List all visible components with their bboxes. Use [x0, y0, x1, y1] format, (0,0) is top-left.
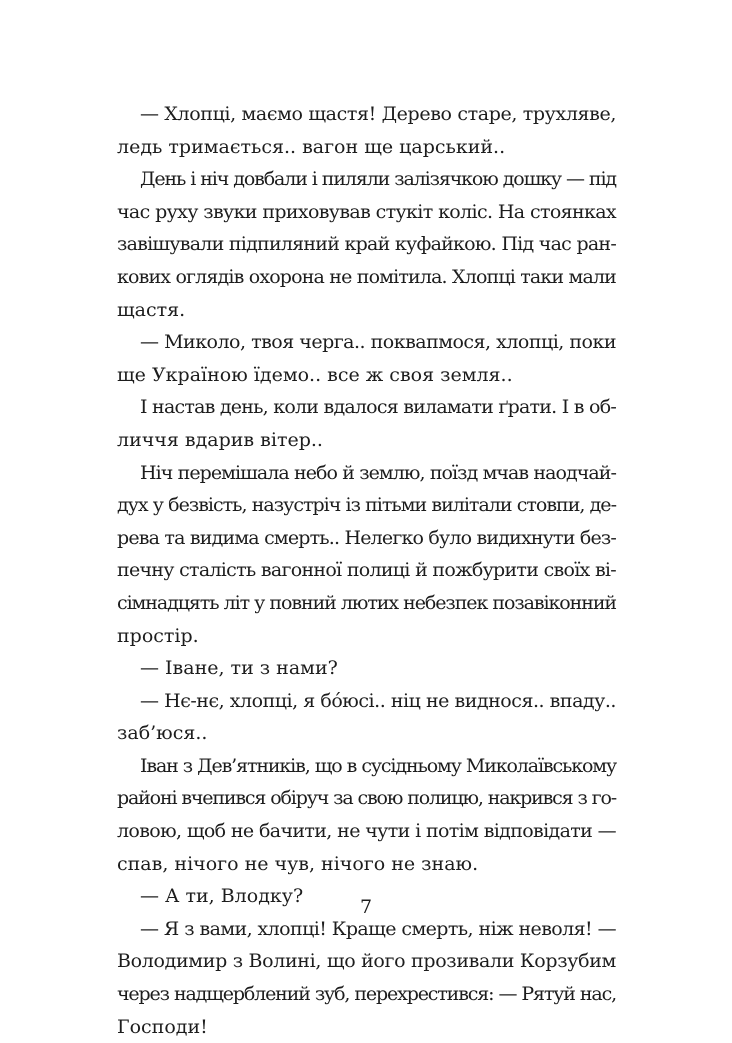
- text-line: рева та видима смерть.. Нелегко було видихнути без-: [117, 526, 616, 549]
- paragraph-first-line: І настав день, коли вдалося виламати ґрати. І в об-: [140, 396, 616, 419]
- paragraph-first-line: — Я з вами, хлопці! Краще смерть, ніж неволя! —: [140, 917, 616, 940]
- text-line: завішували підпиляний край куфайкою. Під час ран-: [117, 233, 616, 256]
- text-line: ледь тримається.. вагон ще царський..: [117, 135, 506, 158]
- text-line: личчя вдарив вітер..: [117, 428, 323, 451]
- text-line: Володимир з Волині, що його прозивали Корзубим: [117, 950, 616, 973]
- text-line: ловою, щоб не бачити, не чути і потім відповідати —: [117, 820, 616, 843]
- text-line: час руху звуки приховував стукіт коліс. На стоянках: [117, 200, 616, 223]
- text-line: печну сталість вагонної полиці й пожбурити своїх ві-: [117, 559, 616, 582]
- text-line: спав, нічого не чув, нічого не знаю.: [117, 852, 479, 875]
- paragraph-first-line: День і ніч довбали і пиляли залізячкою дошку — під: [140, 168, 616, 191]
- text-line: ще Україною їдемо.. все ж своя земля..: [117, 363, 513, 386]
- text-line: сімнадцять літ у повний лютих небезпек позавіконний: [117, 591, 616, 614]
- text-line: заб’юся..: [117, 722, 208, 745]
- text-line: щастя.: [117, 298, 186, 321]
- text-line: Господи!: [117, 1015, 208, 1038]
- text-line: дух у безвість, назустріч із пітьми вилітали стовпи, де-: [117, 494, 616, 517]
- text-line: кових оглядів охорона не помітила. Хлопці таки мали: [117, 265, 616, 288]
- paragraph-first-line: — Іване, ти з нами?: [140, 657, 338, 680]
- text-line: районі вчепився обіруч за свою полицю, накрився з го-: [117, 787, 616, 810]
- paragraph-first-line: — А ти, Влодку?: [140, 885, 304, 908]
- paragraph-first-line: — Миколо, твоя черга.. поквапмося, хлопці, поки: [140, 331, 616, 354]
- paragraph-first-line: Ніч перемішала небо й землю, поїзд мчав наодчай-: [140, 461, 616, 484]
- text-line: простір.: [117, 624, 199, 647]
- paragraph-first-line: Іван з Дев’ятників, що в сусідньому Миколаївському: [140, 754, 616, 777]
- page-number: 7: [359, 896, 373, 918]
- paragraph-first-line: — Хлопці, маємо щастя! Дерево старе, трухляве,: [140, 103, 616, 125]
- text-line: через надщерблений зуб, перехрестився: — Рятуй нас,: [117, 983, 616, 1006]
- paragraph-first-line: — Нє-нє, хлопці, я бо́юсі.. ніц не виднося.. впаду..: [140, 689, 616, 712]
